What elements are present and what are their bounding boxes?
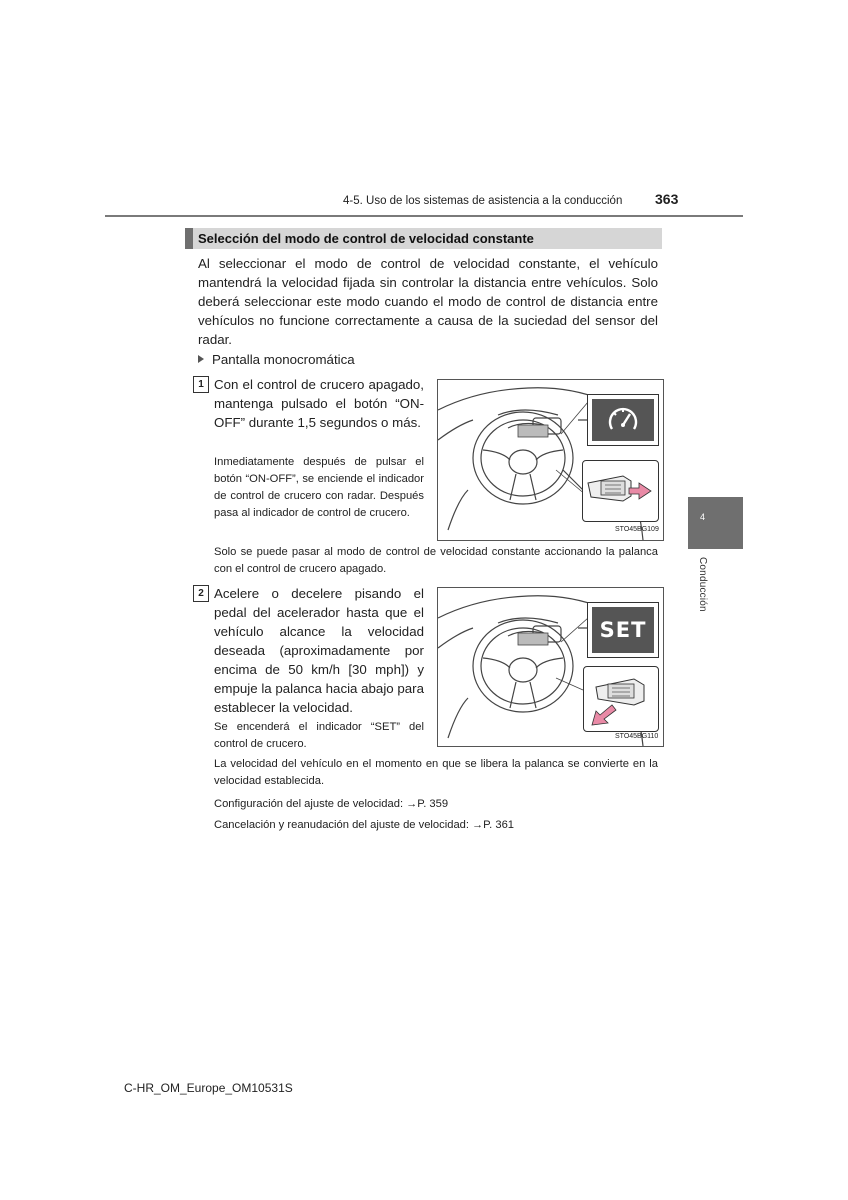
lever-panel-2 — [583, 666, 659, 732]
intro-paragraph: Al seleccionar el modo de control de velocidad constante, el vehículo mantendrá la velocidad fijada sin controlar la distancia entre vehículos. Solo deberá seleccionar este modo cuando el modo de control de distancia entre vehículos no funcione correctamente a causa de la suciedad del sensor del radar. — [198, 256, 658, 347]
step-2-note: Se encenderá el indicador “SET” del control de crucero. — [214, 721, 424, 750]
display-panel-2 — [587, 602, 659, 658]
header-section-ref: 4-5. Uso de los sistemas de asistencia a la conducción — [343, 195, 623, 207]
chapter-side-tab[interactable] — [688, 497, 743, 549]
header-rule — [105, 215, 743, 217]
set-indicator: SET — [592, 607, 654, 653]
display-screen-1 — [592, 399, 654, 441]
chapter-number: 4 — [700, 512, 706, 522]
reference-1-arrow-icon: → — [406, 798, 418, 810]
note-after-step-2: La velocidad del vehículo en el momento en que se libera la palanca se convierte en la velocidad establecida. — [214, 758, 658, 787]
step-1-note: Inmediatamente después de pulsar el botón “ON-OFF”, se enciende el indicador de control de crucero con radar. Después pasa al indicador de control de crucero. — [214, 456, 424, 519]
reference-1-text: Configuración del ajuste de velocidad: — [214, 798, 407, 810]
step-1-number: 1 — [193, 376, 209, 393]
reference-1-page-link[interactable]: P. 359 — [417, 798, 449, 810]
footer-doc-id: C-HR_OM_Europe_OM10531S — [124, 1081, 293, 1095]
step-2-number: 2 — [193, 585, 209, 602]
figure-2-code: STO45BG110 — [615, 733, 659, 740]
step-2-text: Acelere o decelere pisando el pedal del acelerador hasta que el vehículo alcance la velocidad deseada (aproximadamente por encima de 50 km/h [30 mph]) y empuje la palanca hacia abajo para establecer la velocidad. — [214, 586, 424, 715]
display-type-label: Pantalla monocromática — [212, 352, 355, 367]
press-arrow-icon — [629, 483, 651, 499]
cruise-control-speedometer-icon — [592, 399, 654, 441]
reference-cancel-resume — [214, 817, 514, 834]
bullet-triangle-icon — [198, 355, 204, 363]
figure-1-code: STO45BG109 — [615, 526, 659, 533]
display-panel-1 — [587, 394, 659, 446]
cruise-lever-illustration-2 — [584, 667, 658, 731]
section-title: Selección del modo de control de velocidad constante — [198, 231, 534, 246]
chapter-label: Conducción — [697, 557, 708, 612]
push-down-arrow-icon — [592, 705, 616, 725]
page-number: 363 — [655, 191, 679, 207]
reference-2-text: Cancelación y reanudación del ajuste de velocidad: — [214, 819, 473, 831]
reference-2-arrow-icon: → — [472, 819, 484, 831]
display-type-bullet — [198, 352, 355, 367]
step-1-text: Con el control de crucero apagado, mantenga pulsado el botón “ON-OFF” durante 1,5 segundos o más. — [214, 377, 424, 430]
cruise-lever-illustration-1 — [583, 461, 658, 521]
note-after-step-1: Solo se puede pasar al modo de control de velocidad constante accionando la palanca con el control de crucero apagado. — [214, 546, 658, 575]
lever-panel-1 — [582, 460, 659, 522]
reference-2-page-link[interactable]: P. 361 — [483, 819, 515, 831]
reference-speed-setting — [214, 796, 448, 813]
